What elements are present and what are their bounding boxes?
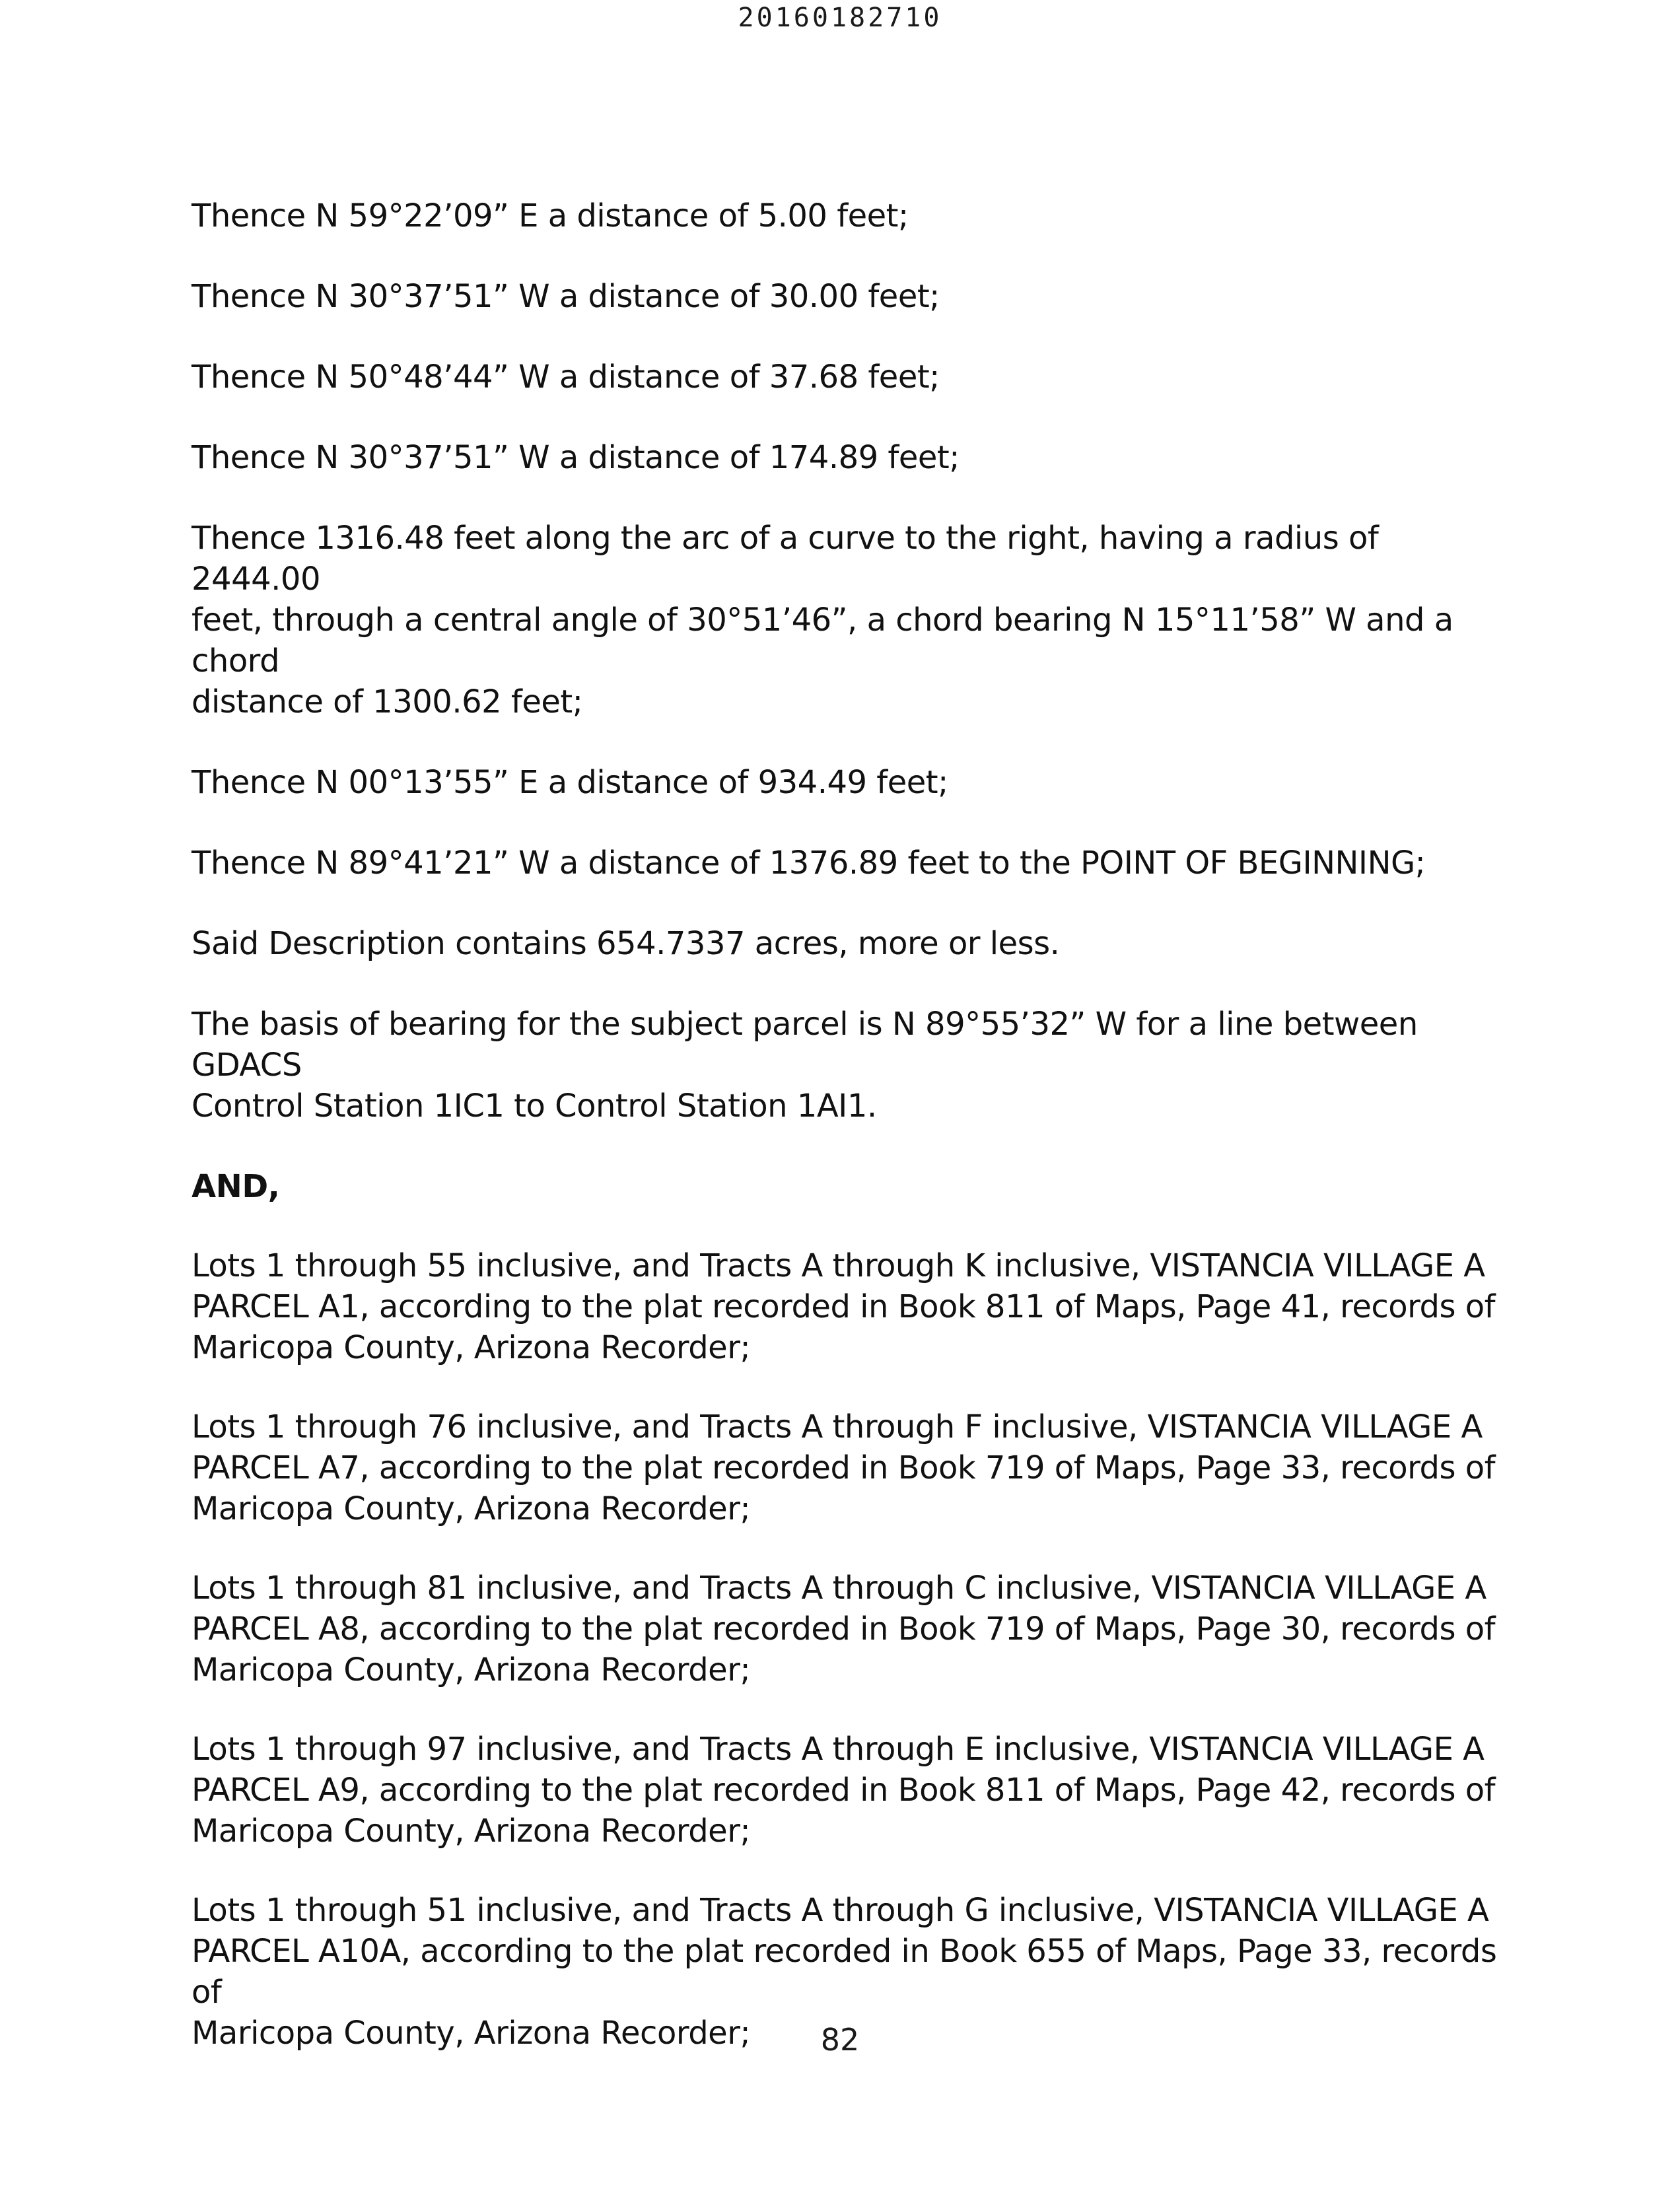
recording-number: 20160182710: [738, 3, 942, 33]
legal-description-body: [192, 195, 1506, 2092]
lot-paragraph: Lots 1 through 97 inclusive, and Tracts A through E inclusive, VISTANCIA VILLAGE A PARCEL A9, according to the plat recorded in Book 811 of Maps, Page 42, records of Maricopa County, Arizona Recorder;: [192, 1731, 1496, 1850]
course-paragraph: Thence N 30°37’51” W a distance of 174.89 feet;: [192, 439, 960, 476]
lot-paragraph: Lots 1 through 76 inclusive, and Tracts A through F inclusive, VISTANCIA VILLAGE A PARCEL A7, according to the plat recorded in Book 719 of Maps, Page 33, records of Maricopa County, Arizona Recorder;: [192, 1408, 1496, 1527]
acreage-paragraph: Said Description contains 654.7337 acres, more or less.: [192, 925, 1060, 962]
and-heading: AND,: [192, 1168, 280, 1205]
basis-of-bearing-paragraph: The basis of bearing for the subject parcel is N 89°55’32” W for a line between GDACS Control Station 1IC1 to Control Station 1AI1.: [192, 1006, 1418, 1125]
course-paragraph: Thence N 50°48’44” W a distance of 37.68 feet;: [192, 359, 940, 396]
lot-paragraph: Lots 1 through 55 inclusive, and Tracts A through K inclusive, VISTANCIA VILLAGE A PARCEL A1, according to the plat recorded in Book 811 of Maps, Page 41, records of Maricopa County, Arizona Recorder;: [192, 1247, 1496, 1366]
course-paragraph: Thence N 00°13’55” E a distance of 934.49 feet;: [192, 764, 948, 801]
page-number: 82: [820, 2022, 860, 2058]
curve-paragraph: Thence 1316.48 feet along the arc of a curve to the right, having a radius of 2444.00 feet, through a central angle of 30°51’46”, a chord bearing N 15°11’58” W and a chord distance of 1300.62 feet;: [192, 520, 1453, 720]
course-paragraph: Thence N 89°41’21” W a distance of 1376.89 feet to the POINT OF BEGINNING;: [192, 845, 1426, 882]
course-paragraph: Thence N 30°37’51” W a distance of 30.00 feet;: [192, 278, 940, 315]
lot-paragraph: Lots 1 through 51 inclusive, and Tracts A through G inclusive, VISTANCIA VILLAGE A PARCEL A10A, according to the plat recorded in Book 655 of Maps, Page 33, records of Maricopa County, Arizona Recorder;: [192, 1892, 1497, 2052]
course-paragraph: Thence N 59°22’09” E a distance of 5.00 feet;: [192, 197, 909, 234]
lot-paragraph: Lots 1 through 81 inclusive, and Tracts A through C inclusive, VISTANCIA VILLAGE A PARCEL A8, according to the plat recorded in Book 719 of Maps, Page 30, records of Maricopa County, Arizona Recorder;: [192, 1570, 1496, 1688]
